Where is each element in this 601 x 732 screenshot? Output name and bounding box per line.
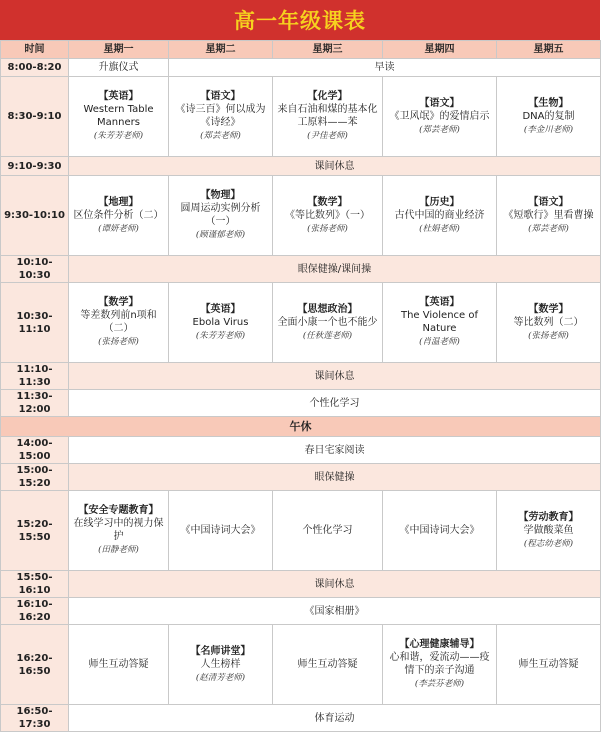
lesson-teacher: (肖温老师) [419,337,460,347]
lesson-subject: 【英语】 [419,297,460,308]
lesson-teacher: (田静老师) [98,545,139,555]
lesson-title: Western Table Manners [83,104,154,128]
lesson-title: 《中国诗词大会》 [180,525,261,536]
lesson-teacher: (朱芳芳老师) [93,131,144,141]
lesson-title: 学做酸菜鱼 [523,524,574,536]
lesson-teacher: (张扬老师) [307,223,348,234]
time-slot: 16:50-17:30 [1,705,69,732]
activity-cell: 个性化学习 [69,390,601,417]
lesson-cell [383,625,497,705]
lesson-title: 全面小康一个也不能少 [277,316,378,328]
lesson-title: 圆周运动实例分析（一） [180,203,261,227]
lesson-subject: 【数学】 [307,196,348,208]
header-wednesday: 星期三 [273,41,383,59]
lesson-subject: 【物理】 [200,190,241,201]
lesson-teacher: (尹佳老师) [307,131,348,141]
activity-cell: 课间休息 [69,571,601,598]
activity-cell: 课间休息 [69,157,601,176]
lesson-cell [497,77,601,157]
lesson-subject: 【名师讲堂】 [190,645,251,657]
time-slot: 14:00-15:00 [1,437,69,464]
lesson-title: 心和谐，爱流动——疫情下的亲子沟通 [389,652,490,676]
lesson-subject: 【数学】 [528,303,569,315]
lesson-subject: 【心理健康辅导】 [399,639,480,650]
lesson-title: 《短歌行》里看曹操 [503,209,594,221]
lesson-cell [169,491,273,571]
lesson-subject: 【英语】 [200,303,241,315]
lesson-title: Ebola Virus [192,316,249,328]
activity-cell: 课间休息 [69,363,601,390]
lesson-cell [69,491,169,571]
schedule-row [1,390,601,417]
time-slot: 8:30-9:10 [1,77,69,157]
schedule-row [1,491,601,571]
lesson-subject: 【地理】 [98,196,139,208]
lunch-label: 午休 [1,417,601,437]
lesson-title: 《诗三百》何以成为《诗经》 [175,104,266,128]
lesson-cell [69,625,169,705]
lesson-teacher: (郑芸老师) [200,131,241,141]
lesson-subject: 【历史】 [419,196,460,208]
lesson-teacher: (朱芳芳老师) [195,330,246,341]
lesson-title: 《卫风氓》的爱情启示 [389,110,490,122]
page-title: 高一年级课表 [0,0,600,40]
lesson-teacher: (郑芸老师) [419,124,460,135]
lesson-title: 人生榜样 [200,658,241,670]
lesson-title: 升旗仪式 [98,62,139,73]
schedule-row [1,157,601,176]
lesson-title: 《等比数列》（一） [285,209,370,221]
lesson-teacher: (李芸芬老师) [414,679,465,689]
lesson-title: 等差数列前n项和（二） [80,310,157,334]
lesson-teacher: (赵清芳老师) [195,672,246,683]
lesson-teacher: (张扬老师) [98,337,139,347]
lesson-cell [383,176,497,256]
lesson-cell [383,283,497,363]
lesson-teacher: (杜娟老师) [419,223,460,234]
lesson-cell [273,283,383,363]
schedule-row [1,437,601,464]
lesson-cell [273,176,383,256]
lesson-cell [383,491,497,571]
header-time: 时间 [1,41,69,59]
lesson-subject: 【语文】 [528,196,569,208]
lesson-cell [69,59,169,77]
header-friday: 星期五 [497,41,601,59]
time-slot: 11:10-11:30 [1,363,69,390]
activity-cell: 春日宅家阅读 [69,437,601,464]
schedule-row [1,59,601,77]
schedule-row [1,283,601,363]
lesson-cell [169,77,273,157]
lesson-cell [69,283,169,363]
lesson-title: 来自石油和煤的基本化工原料——苯 [277,104,378,128]
time-slot: 9:10-9:30 [1,157,69,176]
lesson-cell [497,625,601,705]
time-slot: 10:10-10:30 [1,256,69,283]
lesson-subject: 【数学】 [98,297,139,308]
schedule-row [1,256,601,283]
lesson-title: 区位条件分析（二） [73,209,164,221]
schedule-row [1,705,601,732]
schedule-row [1,598,601,625]
time-slot: 16:10-16:20 [1,598,69,625]
schedule-row [1,625,601,705]
lesson-teacher: (郑芸老师) [528,223,569,234]
lesson-title: 师生互动答疑 [518,659,579,670]
time-slot: 9:30-10:10 [1,176,69,256]
lesson-teacher: (任秋莲老师) [302,330,353,341]
time-slot: 15:50-16:10 [1,571,69,598]
lesson-cell [169,625,273,705]
time-slot: 11:30-12:00 [1,390,69,417]
activity-cell: 《国家相册》 [69,598,601,625]
activity-cell: 早读 [169,59,601,77]
lesson-title: 等比数列（二） [513,316,584,328]
lesson-teacher: (程志幼老师) [523,538,574,549]
lesson-cell [69,176,169,256]
header-monday: 星期一 [69,41,169,59]
lesson-title: 师生互动答疑 [88,659,149,670]
activity-cell: 眼保健操 [69,464,601,491]
header-tuesday: 星期二 [169,41,273,59]
schedule-row [1,176,601,256]
lesson-cell [273,625,383,705]
lesson-cell [273,491,383,571]
lesson-cell [383,77,497,157]
lesson-subject: 【生物】 [528,97,569,109]
lesson-title: 个性化学习 [302,525,353,536]
lesson-teacher: (张扬老师) [528,330,569,341]
lesson-subject: 【劳动教育】 [518,511,579,523]
lesson-subject: 【英语】 [98,91,139,102]
lesson-title: The Violence of Nature [400,310,479,334]
header-row [1,41,601,59]
lesson-teacher: (李金川老师) [523,124,574,135]
schedule-row [1,464,601,491]
lesson-subject: 【思想政治】 [297,303,358,315]
lesson-title: DNA的复制 [522,110,575,122]
lesson-subject: 【语文】 [419,97,460,109]
lunch-row [1,417,601,437]
lesson-title: 师生互动答疑 [297,659,358,670]
time-slot: 8:00-8:20 [1,59,69,77]
lesson-title: 《中国诗词大会》 [399,525,480,536]
lesson-cell [169,176,273,256]
lesson-cell [497,176,601,256]
lesson-teacher: (谭妍老师) [98,223,139,234]
schedule-row [1,77,601,157]
lesson-teacher: (顾谨郁老师) [195,230,246,240]
lesson-cell [69,77,169,157]
lesson-cell [497,491,601,571]
header-thursday: 星期四 [383,41,497,59]
lesson-title: 古代中国的商业经济 [394,209,485,221]
lesson-cell [169,283,273,363]
time-slot: 15:20-15:50 [1,491,69,571]
time-slot: 15:00-15:20 [1,464,69,491]
time-slot: 10:30-11:10 [1,283,69,363]
schedule-row [1,571,601,598]
lesson-subject: 【安全专题教育】 [78,505,159,516]
lesson-cell [273,77,383,157]
schedule-body [1,59,601,732]
time-slot: 16:20-16:50 [1,625,69,705]
lesson-cell [497,283,601,363]
lesson-title: 在线学习中的视力保护 [73,518,164,542]
activity-cell: 体育运动 [69,705,601,732]
schedule-row [1,363,601,390]
lesson-subject: 【语文】 [200,91,241,102]
schedule-table [0,40,601,732]
activity-cell: 眼保健操/课间操 [69,256,601,283]
lesson-subject: 【化学】 [307,91,348,102]
